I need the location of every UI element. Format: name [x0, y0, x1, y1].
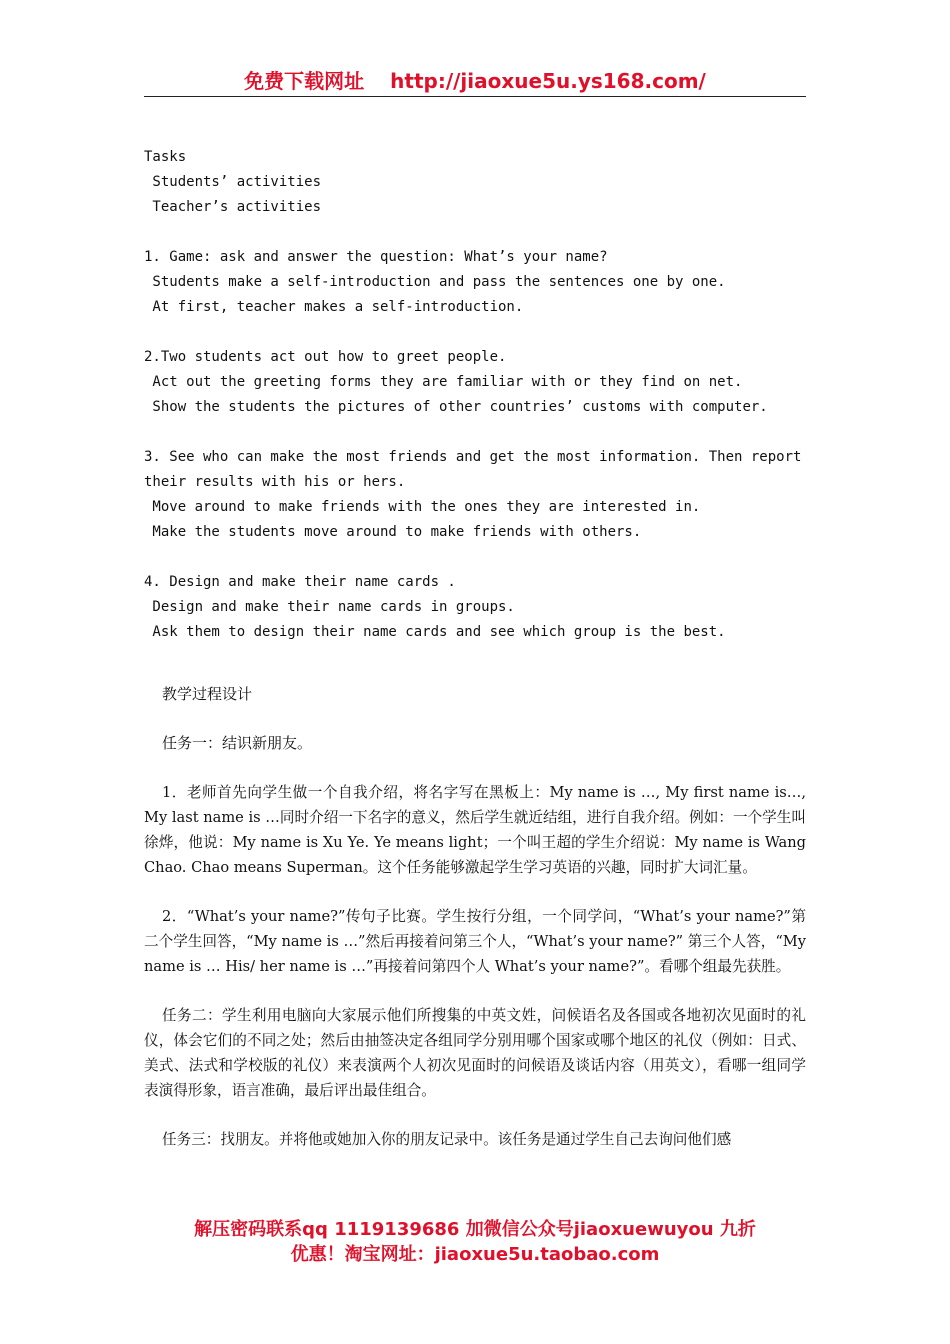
task-4: 4. Design and make their name cards . — [144, 574, 456, 590]
footer-line-1: 解压密码联系qq 1119139686 加微信公众号jiaoxuewuyou 九折 — [194, 1219, 756, 1240]
paragraph-task3: 任务三：找朋友。并将他或她加入你的朋友记录中。该任务是通过学生自己去询问他们感 — [162, 1131, 732, 1148]
footer-line-2: 优惠！淘宝网址：jiaoxue5u.taobao.com — [290, 1244, 660, 1265]
paragraph-1: 1．老师首先向学生做一个自我介绍，将名字写在黑板上：My name is …, My first name is…, My last name is …同时介绍一下名字的意义，然后学生就近结组，进行自我介绍。例如：一个学生叫徐烨，他说：My name is Xu Ye. Ye means light；一个叫王超的学生介绍说：My name is Wang Chao. Chao means Superman。这个任务能够激起学生学习英语的兴趣，同时扩大词汇量。 — [144, 784, 806, 876]
task-2: 2.Two students act out how to greet people. — [144, 349, 507, 365]
page-footer — [144, 1217, 806, 1267]
paragraph-task2: 任务二：学生利用电脑向大家展示他们所搜集的中英文姓，问候语名及各国或各地初次见面时的礼仪，体会它们的不同之处；然后由抽签决定各组同学分别用哪个国家或哪个地区的礼仪（例如：日式、美式、法式和学校版的礼仪）来表演两个人初次见面时的问候语及谈话内容（用英文），看哪一组同学表演得形象，语言准确，最后评出最佳组合。 — [144, 1007, 806, 1099]
section-title: 教学过程设计 — [162, 685, 253, 703]
task-2-teacher: Show the students the pictures of other countries’ customs with computer. — [144, 399, 768, 415]
page-header — [144, 66, 806, 97]
task-1: 1. Game: ask and answer the question: What’s your name? — [144, 249, 608, 265]
task-3-line2: their results with his or hers. — [144, 474, 406, 490]
table-col-teacher: Teacher’s activities — [144, 199, 322, 215]
document-body — [144, 145, 806, 1152]
task-3-teacher: Make the students move around to make friends with others. — [144, 524, 642, 540]
header-label: 免费下载网址 — [244, 69, 365, 93]
task1-heading: 任务一：结识新朋友。 — [162, 734, 313, 752]
paragraph-2: 2．“What’s your name?”传句子比赛。学生按行分组，一个同学问，“What’s your name?”第二个学生回答，“My name is …”然后再接着问第三个人，“What’s your name?” 第三个人答，“My name is … His/ her name is …”再接着问第四个人 What’s your name?”。看哪个组最先获胜。 — [144, 908, 806, 975]
task-3-students: Move around to make friends with the ones they are interested in. — [144, 499, 701, 515]
table-col-tasks: Tasks — [144, 149, 187, 165]
header-url[interactable]: http://jiaoxue5u.ys168.com/ — [390, 69, 706, 93]
task-1-students: Students make a self-introduction and pass the sentences one by one. — [144, 274, 726, 290]
task-4-students: Design and make their name cards in groups. — [144, 599, 515, 615]
task-4-teacher: Ask them to design their name cards and see which group is the best. — [144, 624, 726, 640]
table-col-students: Students’ activities — [144, 174, 322, 190]
task-2-students: Act out the greeting forms they are familiar with or they find on net. — [144, 374, 743, 390]
task-1-teacher: At first, teacher makes a self-introduction. — [144, 299, 524, 315]
task-3-line1: 3. See who can make the most friends and get the most information. Then report — [144, 449, 802, 465]
